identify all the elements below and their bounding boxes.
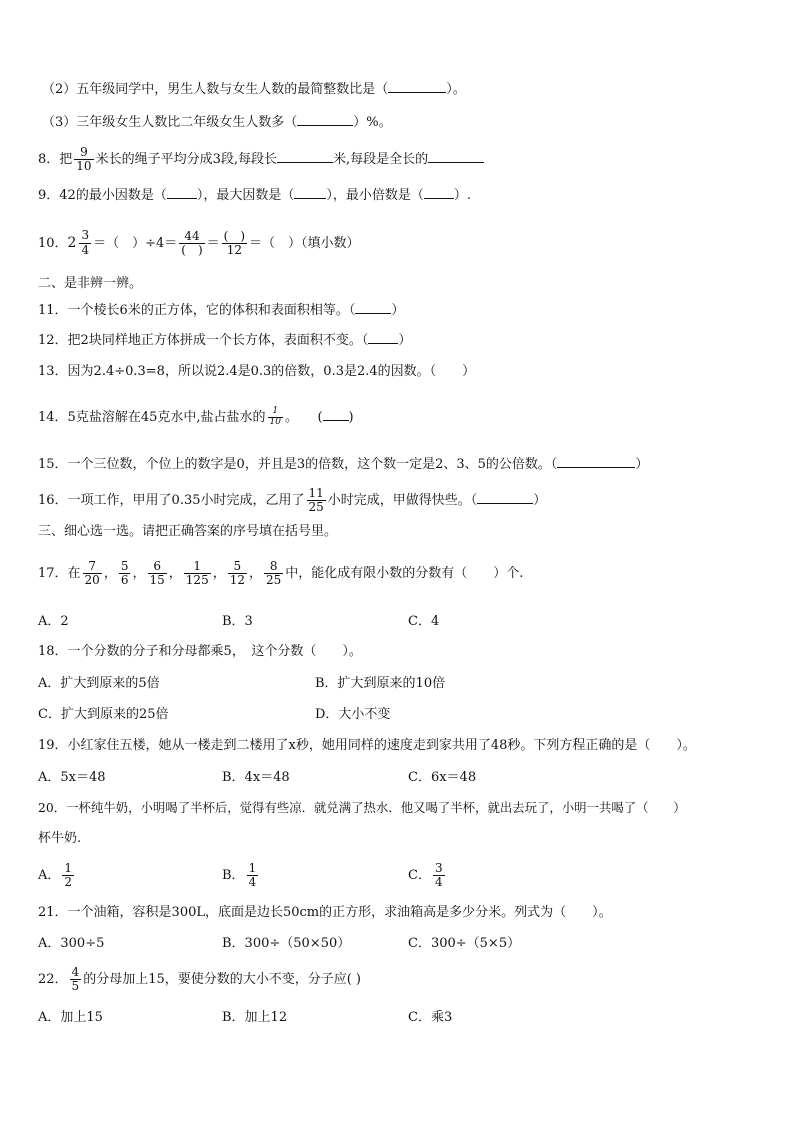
question-20: 20．一杯纯牛奶，小明喝了半杯后，觉得有些凉．就兑满了热水．他又喝了半杯，就出去玩了，小明一共喝了（ ）: [38, 800, 686, 815]
answer-blank[interactable]: [388, 80, 446, 93]
question-10: 10． 2 $\frac{3}{4}$ ＝（ ）÷4＝ $\frac{44}{( )}$ ＝ $\frac{( )}{12}$ ＝（ ）（填小数）: [38, 226, 764, 261]
question-17: 17．在 $\frac{7}{20}$ ， $\frac{5}{6}$ ， $\frac{6}{15}$ ， $\frac{1}{125}$ ， $\frac{5}{12}$ ， $\frac{8}{25}$ 中，能化成有限小数的分数有（ ）个.: [38, 558, 524, 587]
question-22: 22． $\frac{4}{5}$ 的分母加上15，要使分数的大小不变，分子应( ): [38, 964, 362, 993]
q21-option-c[interactable]: C．300÷（5×5）: [408, 936, 521, 951]
fraction: $\frac{9}{10}$: [76, 145, 92, 174]
question-11: 11．一个棱长6米的正方体，它的体积和表面积相等。（ ）: [38, 303, 405, 318]
answer-blank[interactable]: [294, 186, 326, 199]
fraction: $\frac{( )}{12}$: [223, 228, 246, 257]
question-9: 9．42的最小因数是（ ），最大因数是（ ），最小倍数是（ ）.: [38, 188, 471, 203]
q20-option-a[interactable]: A． $\frac{1}{2}$: [38, 860, 73, 889]
fraction: $\frac{1}{10}$: [269, 406, 281, 427]
q19-option-a[interactable]: A．5x＝48: [38, 770, 106, 785]
section-2-title: 二、是非辨一辨。: [38, 276, 143, 291]
section-3-title: 三、细心选一选。请把正确答案的序号填在括号里。: [38, 524, 338, 539]
answer-blank[interactable]: [477, 491, 533, 504]
q7-part2: （2）五年级同学中，男生人数与女生人数的最简整数比是（ ）。: [42, 82, 466, 97]
fraction: $\frac{11}{25}$: [308, 485, 324, 514]
question-16: 16．一项工作，甲用了0.35小时完成，乙用了 $\frac{11}{25}$ 小时完成，甲做得快些。（ ）: [38, 485, 547, 514]
question-13: 13．因为2.4÷0.3=8，所以说2.4是0.3的倍数，0.3是2.4的因数。（ ）: [38, 364, 476, 379]
q20-option-b[interactable]: B． $\frac{1}{4}$: [222, 860, 257, 889]
q17-option-b[interactable]: B．3: [222, 614, 253, 629]
q21-option-b[interactable]: B．300÷（50×50）: [222, 936, 351, 951]
q7-part3: （3）三年级女生人数比二年级女生人数多（ ）%。: [42, 115, 392, 130]
question-20-cont: 杯牛奶.: [38, 831, 82, 846]
fraction: $\frac{4}{5}$: [71, 964, 80, 993]
question-15: 15．一个三位数，个位上的数字是0，并且是3的倍数，这个数一定是2、3、5的公倍数。（ ）: [38, 457, 649, 472]
mixed-number: 2 $\frac{3}{4}$: [67, 228, 90, 257]
answer-blank[interactable]: [277, 150, 333, 163]
answer-blank[interactable]: [297, 113, 353, 126]
question-14: 14．5克盐溶解在45克水中,盐占盐水的 $\frac{1}{10}$ 。 ( ): [38, 406, 354, 427]
question-19: 19．小红家住五楼，她从一楼走到二楼用了x秒，她用同样的速度走到家共用了48秒。下列方程正确的是（ ）。: [38, 738, 696, 753]
fraction: $\frac{5}{6}$: [120, 558, 129, 587]
q18-option-b[interactable]: B．扩大到原来的10倍: [315, 676, 446, 691]
q22-option-c[interactable]: C．乘3: [408, 1010, 453, 1025]
q18-option-d[interactable]: D．大小不变: [315, 707, 391, 722]
fraction: $\frac{1}{125}$: [185, 558, 209, 587]
q21-option-a[interactable]: A．300÷5: [38, 936, 105, 951]
q17-option-a[interactable]: A．2: [38, 614, 69, 629]
q18-option-c[interactable]: C．扩大到原来的25倍: [38, 707, 169, 722]
q20-option-c[interactable]: C． $\frac{3}{4}$: [408, 860, 443, 889]
answer-blank[interactable]: [424, 186, 454, 199]
fraction: $\frac{5}{12}$: [229, 558, 245, 587]
fraction: $\frac{44}{( )}$: [181, 228, 203, 257]
answer-blank[interactable]: [428, 150, 484, 163]
question-21: 21．一个油箱，容积是300L，底面是边长50cm的正方形，求油箱高是多少分米。列式为（ ）。: [38, 905, 612, 920]
fraction: $\frac{7}{20}$: [84, 558, 100, 587]
question-18: 18．一个分数的分子和分母都乘5， 这个分数（ ）。: [38, 644, 362, 659]
answer-blank[interactable]: [557, 455, 635, 468]
q19-option-c[interactable]: C．6x＝48: [408, 770, 477, 785]
question-8: 8．把 $\frac{9}{10}$ 米长的绳子平均分成3段,每段长 米,每段是全长的: [38, 146, 764, 173]
q17-option-c[interactable]: C．4: [408, 614, 440, 629]
q22-option-a[interactable]: A．加上15: [38, 1010, 103, 1025]
fraction: $\frac{8}{25}$: [266, 558, 282, 587]
fraction: $\frac{6}{15}$: [149, 558, 165, 587]
q22-option-b[interactable]: B．加上12: [222, 1010, 288, 1025]
question-12: 12．把2块同样地正方体拼成一个长方体，表面积不变。（ ）: [38, 333, 412, 348]
q19-option-b[interactable]: B．4x＝48: [222, 770, 290, 785]
answer-blank[interactable]: [323, 408, 349, 421]
q18-option-a[interactable]: A．扩大到原来的5倍: [38, 676, 160, 691]
answer-blank[interactable]: [368, 331, 398, 344]
answer-blank[interactable]: [167, 186, 197, 199]
answer-blank[interactable]: [355, 301, 391, 314]
